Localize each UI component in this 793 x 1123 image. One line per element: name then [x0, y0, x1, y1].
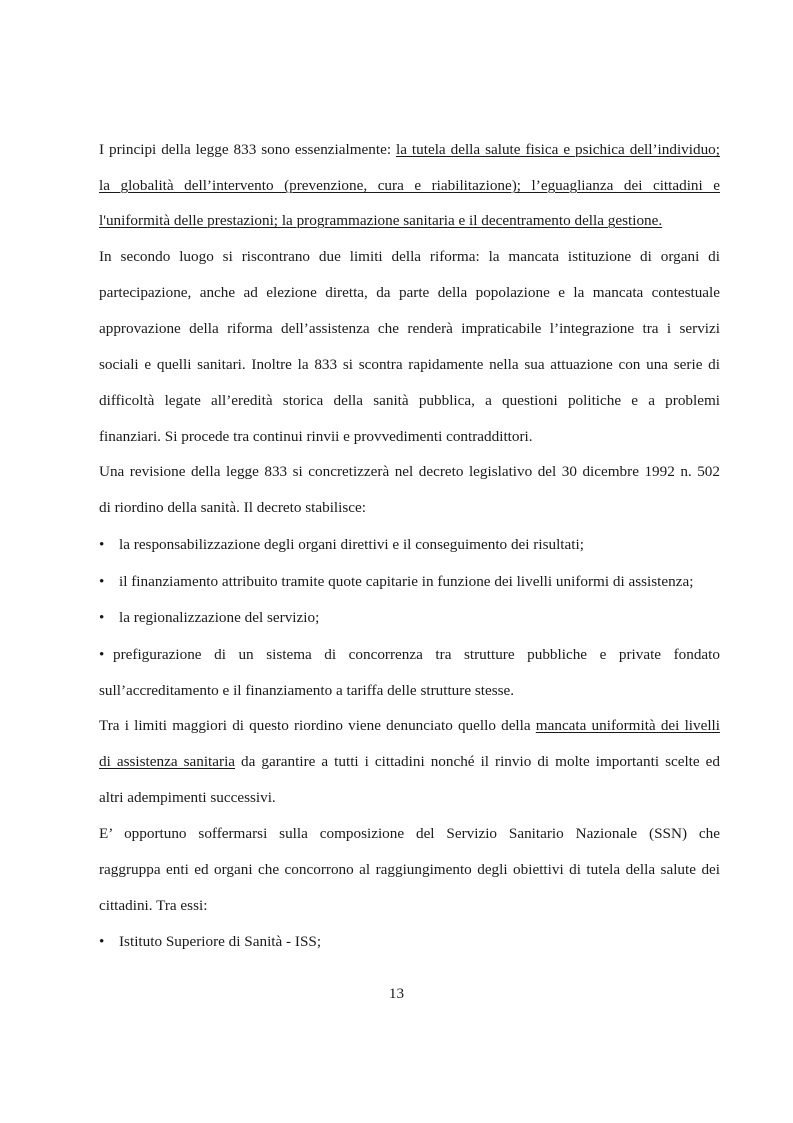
paragraph-5-line-3: cittadini. Tra essi: [99, 897, 208, 914]
underlined-text: di assistenza sanitaria [99, 753, 236, 770]
page-number: 13 [388, 985, 405, 1002]
text-run: da garantire a tutti i cittadini nonché il rinvio di molte importanti scelte ed [235, 753, 720, 770]
paragraph-1-line-3 [99, 211, 720, 231]
paragraph-3-line-2: di riordino della sanità. Il decreto stabilisce: [99, 499, 366, 516]
paragraph-2-line-5: difficoltà legate all’eredità storica della sanità pubblica, a questioni politiche e a problemi [99, 392, 720, 409]
underlined-text: la tutela della salute fisica e psichica dell’individuo; [396, 141, 720, 158]
paragraph-5-line-1: E’ opportuno soffermarsi sulla composizione del Servizio Sanitario Nazionale (SSN) che [99, 825, 720, 842]
list-item [99, 932, 720, 952]
paragraph-5-line-2: raggruppa enti ed organi che concorrono al raggiungimento degli obiettivi di tutela della salute dei [99, 861, 720, 878]
text-run: Tra i limiti maggiori di questo riordino viene denunciato quello della [99, 717, 536, 734]
paragraph-2-line-3: approvazione della riforma dell’assistenza che renderà impraticabile l’integrazione tra i servizi [99, 320, 720, 337]
bullet-icon: • [99, 609, 105, 626]
bullet-icon: • [99, 646, 105, 663]
paragraph-4-line-2 [99, 752, 720, 772]
list-item-text: la responsabilizzazione degli organi direttivi e il conseguimento dei risultati; [119, 536, 584, 553]
list-item-continuation: sull’accreditamento e il finanziamento a tariffa delle strutture stesse. [99, 682, 515, 699]
list-item [99, 608, 720, 628]
bullet-icon: • [99, 536, 105, 553]
paragraph-4-line-1 [99, 716, 720, 736]
paragraph-3-line-1: Una revisione della legge 833 si concretizzerà nel decreto legislativo del 30 dicembre 1992 n. 502 [99, 463, 720, 480]
list-item [99, 572, 720, 592]
paragraph-2-line-2: partecipazione, anche ad elezione diretta, da parte della popolazione e la mancata contestuale [99, 284, 720, 301]
list-item [99, 645, 720, 665]
underlined-text: l'uniformità delle prestazioni; la programmazione sanitaria e il decentramento della gestione. [99, 212, 663, 229]
list-item-text: la regionalizzazione del servizio; [119, 609, 320, 626]
list-item [99, 535, 720, 555]
underlined-text: mancata uniformità dei livelli [535, 717, 720, 734]
paragraph-1-line-1 [99, 140, 720, 160]
list-item-text: il finanziamento attribuito tramite quote capitarie in funzione dei livelli uniformi di assistenza; [119, 573, 694, 590]
paragraph-2-line-4: sociali e quelli sanitari. Inoltre la 833 si scontra rapidamente nella sua attuazione con una serie di [99, 356, 720, 373]
paragraph-4-line-3: altri adempimenti successivi. [99, 789, 276, 806]
paragraph-2-line-1: In secondo luogo si riscontrano due limiti della riforma: la mancata istituzione di organi di [99, 248, 720, 265]
bullet-icon: • [99, 573, 105, 590]
bullet-icon: • [99, 933, 105, 950]
list-item-text: prefigurazione di un sistema di concorrenza tra strutture pubbliche e private fondato [113, 646, 720, 663]
text-run: I principi della legge 833 sono essenzialmente: [99, 141, 397, 158]
list-item-text: Istituto Superiore di Sanità - ISS; [119, 933, 322, 950]
underlined-text: la globalità dell’intervento (prevenzione, cura e riabilitazione); l’eguaglianza dei cittadini e [99, 177, 720, 194]
paragraph-1-line-2 [99, 176, 720, 196]
paragraph-2-line-6: finanziari. Si procede tra continui rinvii e provvedimenti contraddittori. [99, 428, 533, 445]
